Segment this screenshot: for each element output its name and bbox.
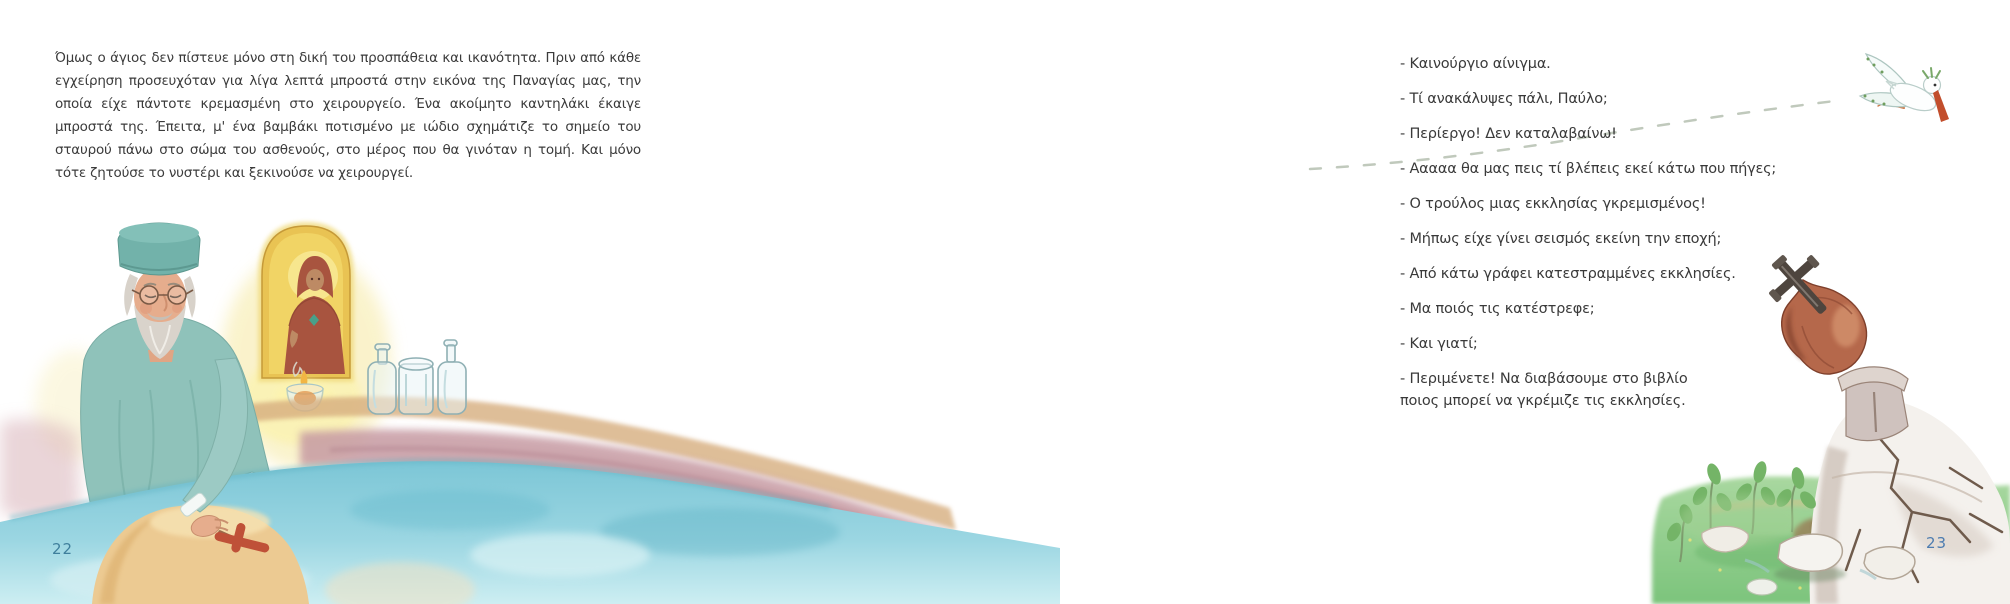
- dialogue-line: - Και γιατί;: [1400, 336, 1478, 352]
- stork-crest: [1923, 68, 1940, 78]
- stork-illustration: [1810, 45, 2010, 145]
- dialogue-line: - Καινούργιο αίνιγμα.: [1400, 56, 1551, 72]
- dialogue-line: - Τί ανακάλυψες πάλι, Παύλο;: [1400, 91, 1608, 107]
- dialogue-line: - Μα ποιός τις κατέστρεφε;: [1400, 301, 1595, 317]
- left-scene-illustration: [0, 210, 1060, 604]
- glass-bottles: [368, 340, 466, 414]
- stork-eye: [1934, 84, 1937, 87]
- jar: [399, 358, 433, 414]
- story-paragraph: Όμως ο άγιος δεν πίστευε μόνο στη δική του προσπάθεια και ικανότητα. Πριν από κάθε εγχείρηση προσευχόταν για λίγα λεπτά μπροστά στην εικόνα της Παναγίας μας, την οποία είχε πάντοτε κρεμασμένη στο χειρουργείο. Ένα ακοίμητο καντηλάκι έκαιγε μπροστά της. Έπειτα, μ' ένα βαμβάκι ποτισμένο με ιώδιο σχημάτιζε το σημείο του σταυρού πάνω στο σώμα του ασθενούς, στο μέρος που θα γινόταν η τομή. Και μόνο τότε ζητούσε το νυστέρι και ξεκινούσε να χειρουργεί.: [55, 50, 641, 181]
- bottle-2: [438, 340, 466, 414]
- monk-cap: [118, 223, 200, 275]
- dialogue-line: - Περιμένετε! Να διαβάσουμε στο βιβλίο ποιος μπορεί να γκρέμιζε τις εκκλησίες.: [1400, 371, 1688, 409]
- dialogue-line: - Από κάτω γράφει κατεστραμμένες εκκλησίες.: [1400, 266, 1736, 282]
- page-left: [0, 0, 670, 604]
- dialogue-line: - Μήπως είχε γίνει σεισμός εκείνη την εποχή;: [1400, 231, 1722, 247]
- page-number-left: 22: [52, 540, 74, 558]
- dome-drum: [1838, 367, 1908, 441]
- dialogue-line: - Περίεργο! Δεν καταλαβαίνω!: [1400, 126, 1617, 142]
- dialogue-line: - Ο τρούλος μιας εκκλησίας γκρεμισμένος!: [1400, 196, 1706, 212]
- virgin-mary-icon: [258, 222, 354, 382]
- page-number-right: 23: [1926, 534, 1948, 552]
- dialogue-line: - Ααααα θα μας πεις τί βλέπεις εκεί κάτω που πήγες;: [1400, 161, 1777, 177]
- dialogue-list: [1400, 53, 1830, 425]
